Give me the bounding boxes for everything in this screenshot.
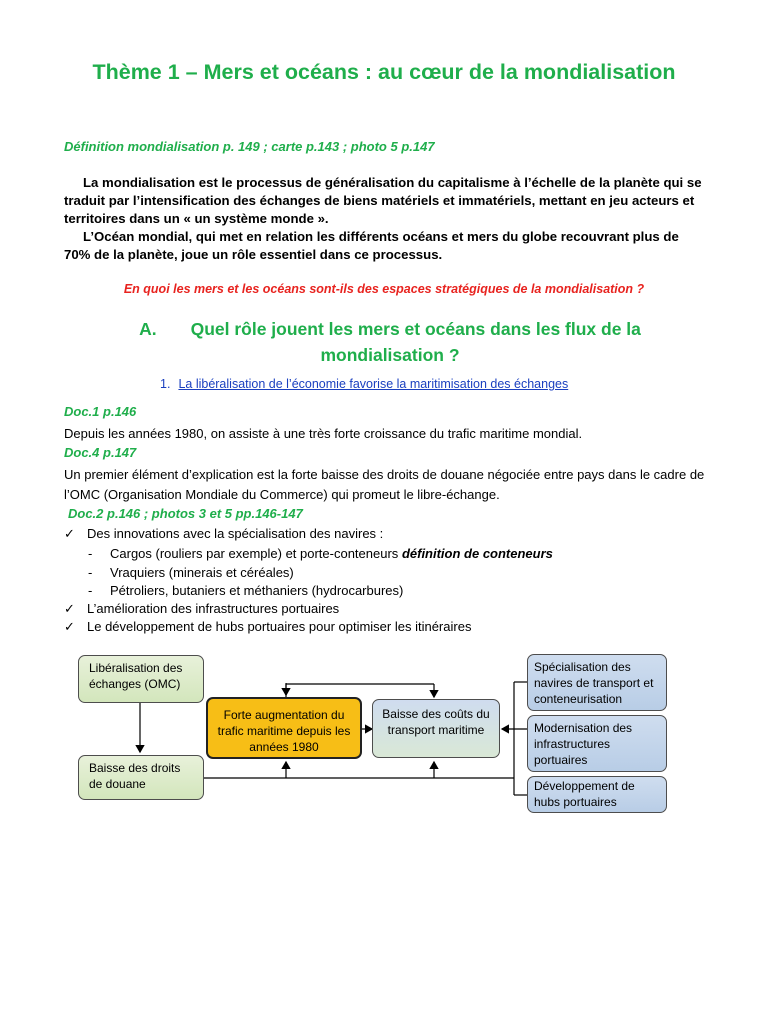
doc1-text: Depuis les années 1980, on assiste à une très forte croissance du trafic maritime mondial. [64, 426, 583, 441]
section-a-title: Quel rôle jouent les mers et océans dans les flux de la mondialisation ? [190, 319, 641, 365]
box-specialisation: Spécialisation des navires de transport et conteneurisation [527, 654, 667, 711]
page-title: Thème 1 – Mers et océans : au cœur de la mondialisation [92, 60, 676, 84]
check-icon: ✓ [64, 601, 75, 616]
list-item: ✓ Le développement de hubs portuaires pour optimiser les itinéraires [64, 619, 472, 634]
list-item: - Vraquiers (minerais et céréales) [88, 565, 294, 580]
box-baisse-droits: Baisse des droits de douane [78, 755, 204, 800]
intro-paragraph-2: L’Océan mondial, qui met en relation les différents océans et mers du globe recouvrant plus de 70% de la planète, joue un rôle essentiel dans ce processus. [64, 229, 679, 262]
list-item: ✓ L’amélioration des infrastructures portuaires [64, 601, 340, 616]
doc4-text: Un premier élément d’explication est la forte baisse des droits de douane négociée entre pays dans le cadre de l’OMC (Organisation Mondiale du Commerce) qui promeut le libre-échange. [64, 467, 705, 502]
subsection-1-number: 1. [160, 377, 171, 391]
dash-icon: - [88, 546, 93, 561]
doc1-ref: Doc.1 p.146 [64, 404, 137, 419]
list-item: - Cargos (rouliers par exemple) et porte-conteneurs définition de conteneurs [88, 546, 553, 561]
problematique: En quoi les mers et les océans sont-ils des espaces stratégiques de la mondialisation ? [123, 282, 645, 296]
conteneurs-emphasis: définition de conteneurs [401, 546, 553, 561]
box-developpement: Développement de hubs portuaires [527, 776, 667, 813]
box-modernisation: Modernisation des infrastructures portuaires [527, 715, 667, 772]
dash-icon: - [88, 565, 93, 580]
list-item: ✓ Des innovations avec la spécialisation des navires : [64, 526, 384, 541]
doc2-ref: Doc.2 p.146 ; photos 3 et 5 pp.146-147 [68, 506, 303, 521]
references-line: Définition mondialisation p. 149 ; carte p.143 ; photo 5 p.147 [64, 139, 435, 154]
doc4-ref: Doc.4 p.147 [64, 445, 137, 460]
box-forte-augmentation: Forte augmentation du trafic maritime depuis les années 1980 [206, 697, 362, 759]
subsection-1-link[interactable]: La libéralisation de l’économie favorise la maritimisation des échanges [178, 377, 569, 391]
box-liberalisation: Libéralisation des échanges (OMC) [78, 655, 204, 703]
intro-paragraph-1: La mondialisation est le processus de généralisation du capitalisme à l’échelle de la planète qui se traduit par l’intensification des échanges de biens matériels et immatériels, mettant en jeu acteurs et territoires dans un « un système monde ». [64, 175, 702, 226]
check-icon: ✓ [64, 619, 75, 634]
check-icon: ✓ [64, 526, 75, 541]
box-baisse-couts: Baisse des coûts du transport maritime [372, 699, 500, 758]
section-a-label: A. [139, 319, 157, 339]
dash-icon: - [88, 583, 93, 598]
list-item: - Pétroliers, butaniers et méthaniers (hydrocarbures) [88, 583, 404, 598]
